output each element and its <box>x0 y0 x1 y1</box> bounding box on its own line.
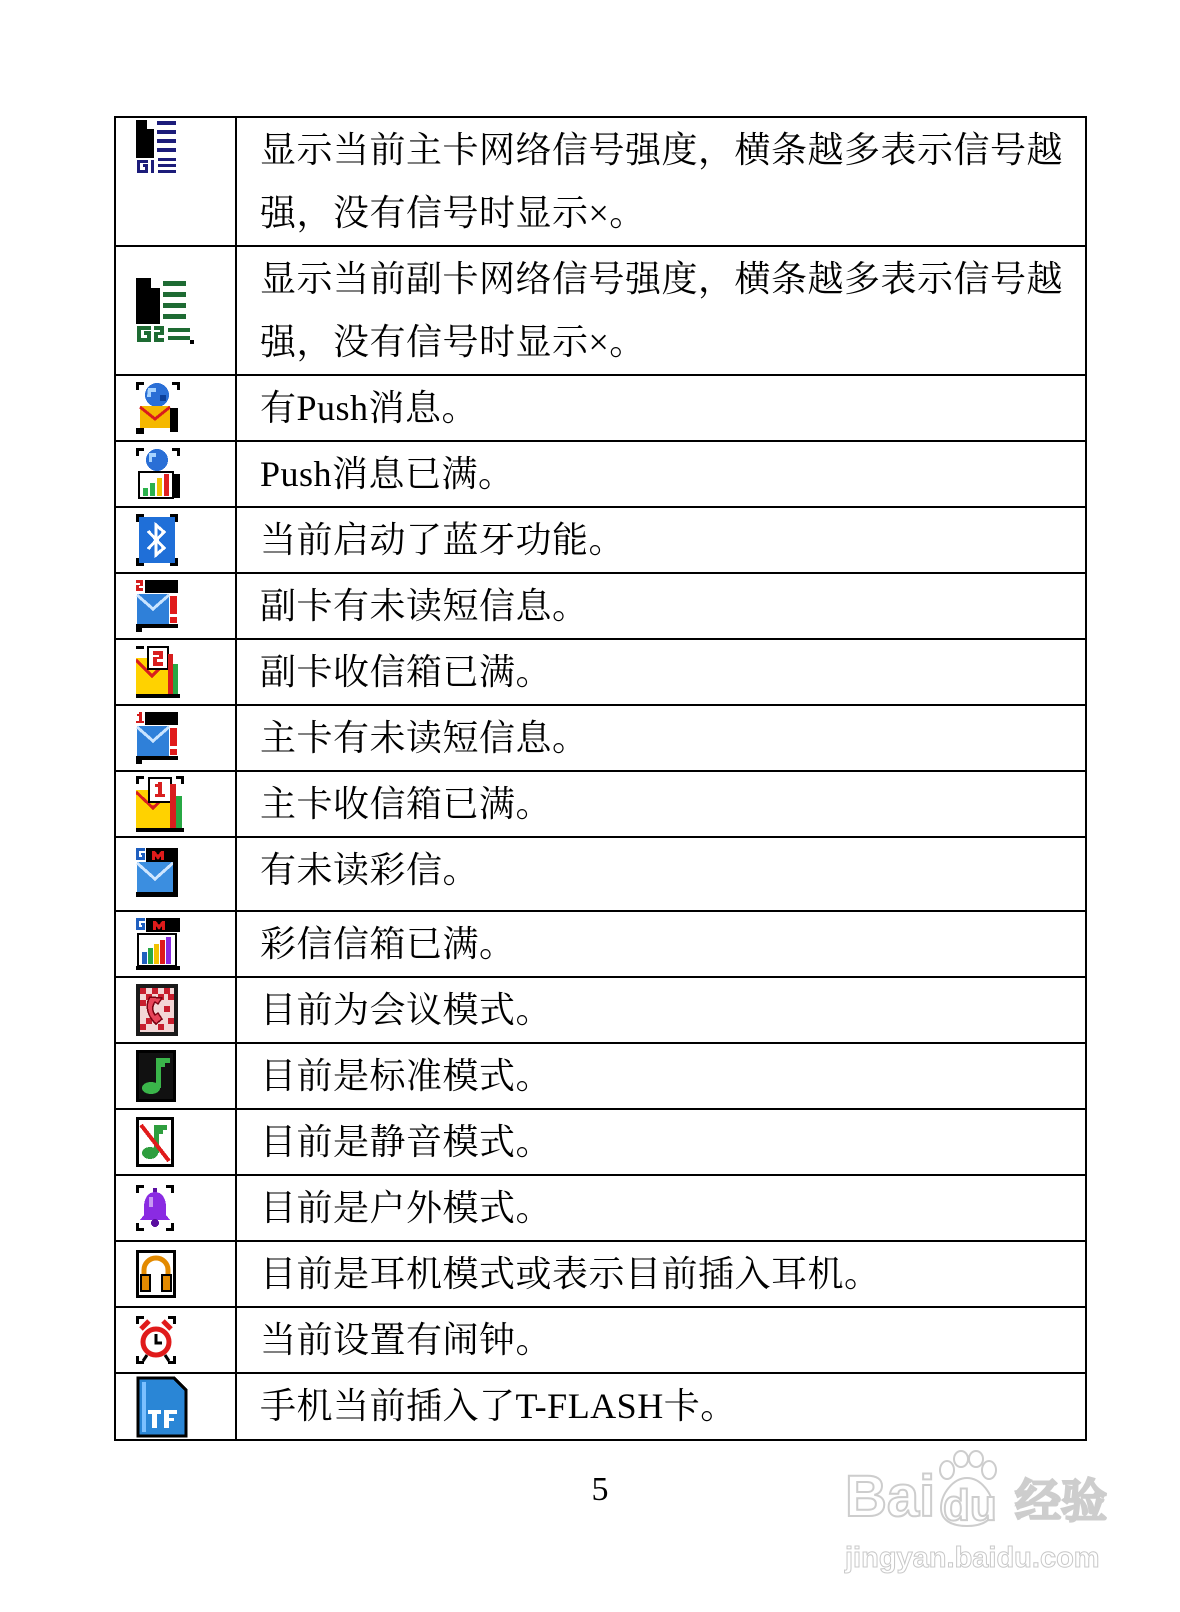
signal-sim2-icon <box>136 278 235 344</box>
icon-cell <box>115 1373 236 1440</box>
outdoor-mode-icon <box>136 1185 235 1231</box>
icon-cell <box>115 1043 236 1109</box>
description-cell <box>236 639 1086 705</box>
row-description: 手机当前插入了T-FLASH卡。 <box>260 1386 737 1426</box>
description-cell <box>236 1373 1086 1440</box>
unread-mms-icon <box>136 848 235 900</box>
row-description: 主卡收信箱已满。 <box>260 784 553 824</box>
icon-cell <box>115 573 236 639</box>
page-number: 5 <box>591 1471 609 1508</box>
description-cell <box>236 117 1086 246</box>
icon-cell <box>115 705 236 771</box>
icon-cell <box>115 771 236 837</box>
icon-cell <box>115 1109 236 1175</box>
table-row <box>115 639 1086 705</box>
row-description: 显示当前副卡网络信号强度，横条越多表示信号越强，没有信号时显示×。 <box>260 259 1064 362</box>
icon-cell <box>115 441 236 507</box>
sim2-inbox-full-icon <box>136 646 235 698</box>
row-description: 显示当前主卡网络信号强度，横条越多表示信号越强，没有信号时显示×。 <box>260 130 1064 233</box>
headset-mode-icon <box>136 1250 235 1298</box>
icon-cell <box>115 117 236 246</box>
icon-cell <box>115 1307 236 1373</box>
table-row <box>115 837 1086 911</box>
row-description: 主卡有未读短信息。 <box>260 718 589 758</box>
icon-cell <box>115 246 236 375</box>
icon-cell <box>115 639 236 705</box>
sim2-unread-sms-icon <box>136 580 235 632</box>
alarm-clock-icon <box>136 1316 235 1364</box>
push-inbox-full-icon <box>136 448 235 500</box>
icon-cell <box>115 1175 236 1241</box>
icon-cell <box>115 977 236 1043</box>
table-row <box>115 1307 1086 1373</box>
icon-cell <box>115 375 236 441</box>
description-cell <box>236 375 1086 441</box>
silent-mode-icon <box>136 1117 235 1167</box>
mms-inbox-full-icon <box>136 918 235 970</box>
description-cell <box>236 1241 1086 1307</box>
watermark-logo-left: Bai <box>845 1464 936 1529</box>
table-row <box>115 911 1086 977</box>
table-row <box>115 1373 1086 1440</box>
icon-cell <box>115 837 236 911</box>
icon-description-table <box>114 116 1087 1441</box>
table-row <box>115 1043 1086 1109</box>
table-row <box>115 375 1086 441</box>
watermark-logo-cn: 经验 <box>1015 1475 1107 1527</box>
description-cell <box>236 1043 1086 1109</box>
row-description: 目前是标准模式。 <box>260 1056 553 1096</box>
description-cell <box>236 911 1086 977</box>
row-description: 目前是静音模式。 <box>260 1122 553 1162</box>
description-cell <box>236 573 1086 639</box>
tflash-card-icon <box>136 1376 235 1438</box>
description-cell <box>236 1307 1086 1373</box>
table-row <box>115 117 1086 246</box>
watermark-logo-right: du <box>943 1481 997 1530</box>
row-description: Push消息已满。 <box>260 454 515 494</box>
row-description: 当前启动了蓝牙功能。 <box>260 520 626 560</box>
table-row <box>115 441 1086 507</box>
sim1-inbox-full-icon <box>136 776 235 832</box>
table-row <box>115 1175 1086 1241</box>
icon-cell <box>115 1241 236 1307</box>
description-cell <box>236 705 1086 771</box>
table-row <box>115 705 1086 771</box>
icon-cell <box>115 911 236 977</box>
table-row <box>115 573 1086 639</box>
bluetooth-icon <box>136 514 235 566</box>
description-cell <box>236 837 1086 911</box>
row-description: 目前是户外模式。 <box>260 1188 553 1228</box>
sim1-unread-sms-icon <box>136 712 235 764</box>
table-row <box>115 977 1086 1043</box>
description-cell <box>236 1175 1086 1241</box>
description-cell <box>236 977 1086 1043</box>
description-cell <box>236 441 1086 507</box>
row-description: 目前为会议模式。 <box>260 990 553 1030</box>
watermark-url: jingyan.baidu.com <box>845 1542 1100 1574</box>
baidu-watermark <box>845 1450 1115 1580</box>
signal-sim1-icon <box>136 120 235 174</box>
push-message-icon <box>136 382 235 434</box>
table-row <box>115 246 1086 375</box>
meeting-mode-icon <box>136 984 235 1036</box>
row-description: 副卡有未读短信息。 <box>260 586 589 626</box>
table-row <box>115 507 1086 573</box>
row-description: 当前设置有闹钟。 <box>260 1320 553 1360</box>
table-row <box>115 1109 1086 1175</box>
description-cell <box>236 507 1086 573</box>
description-cell <box>236 246 1086 375</box>
row-description: 副卡收信箱已满。 <box>260 652 553 692</box>
standard-mode-icon <box>136 1050 235 1102</box>
row-description: 彩信信箱已满。 <box>260 924 516 964</box>
row-description: 有Push消息。 <box>260 388 479 428</box>
description-cell <box>236 1109 1086 1175</box>
row-description: 有未读彩信。 <box>260 850 480 890</box>
description-cell <box>236 771 1086 837</box>
icon-cell <box>115 507 236 573</box>
table-row <box>115 771 1086 837</box>
table-row <box>115 1241 1086 1307</box>
row-description: 目前是耳机模式或表示目前插入耳机。 <box>260 1254 881 1294</box>
